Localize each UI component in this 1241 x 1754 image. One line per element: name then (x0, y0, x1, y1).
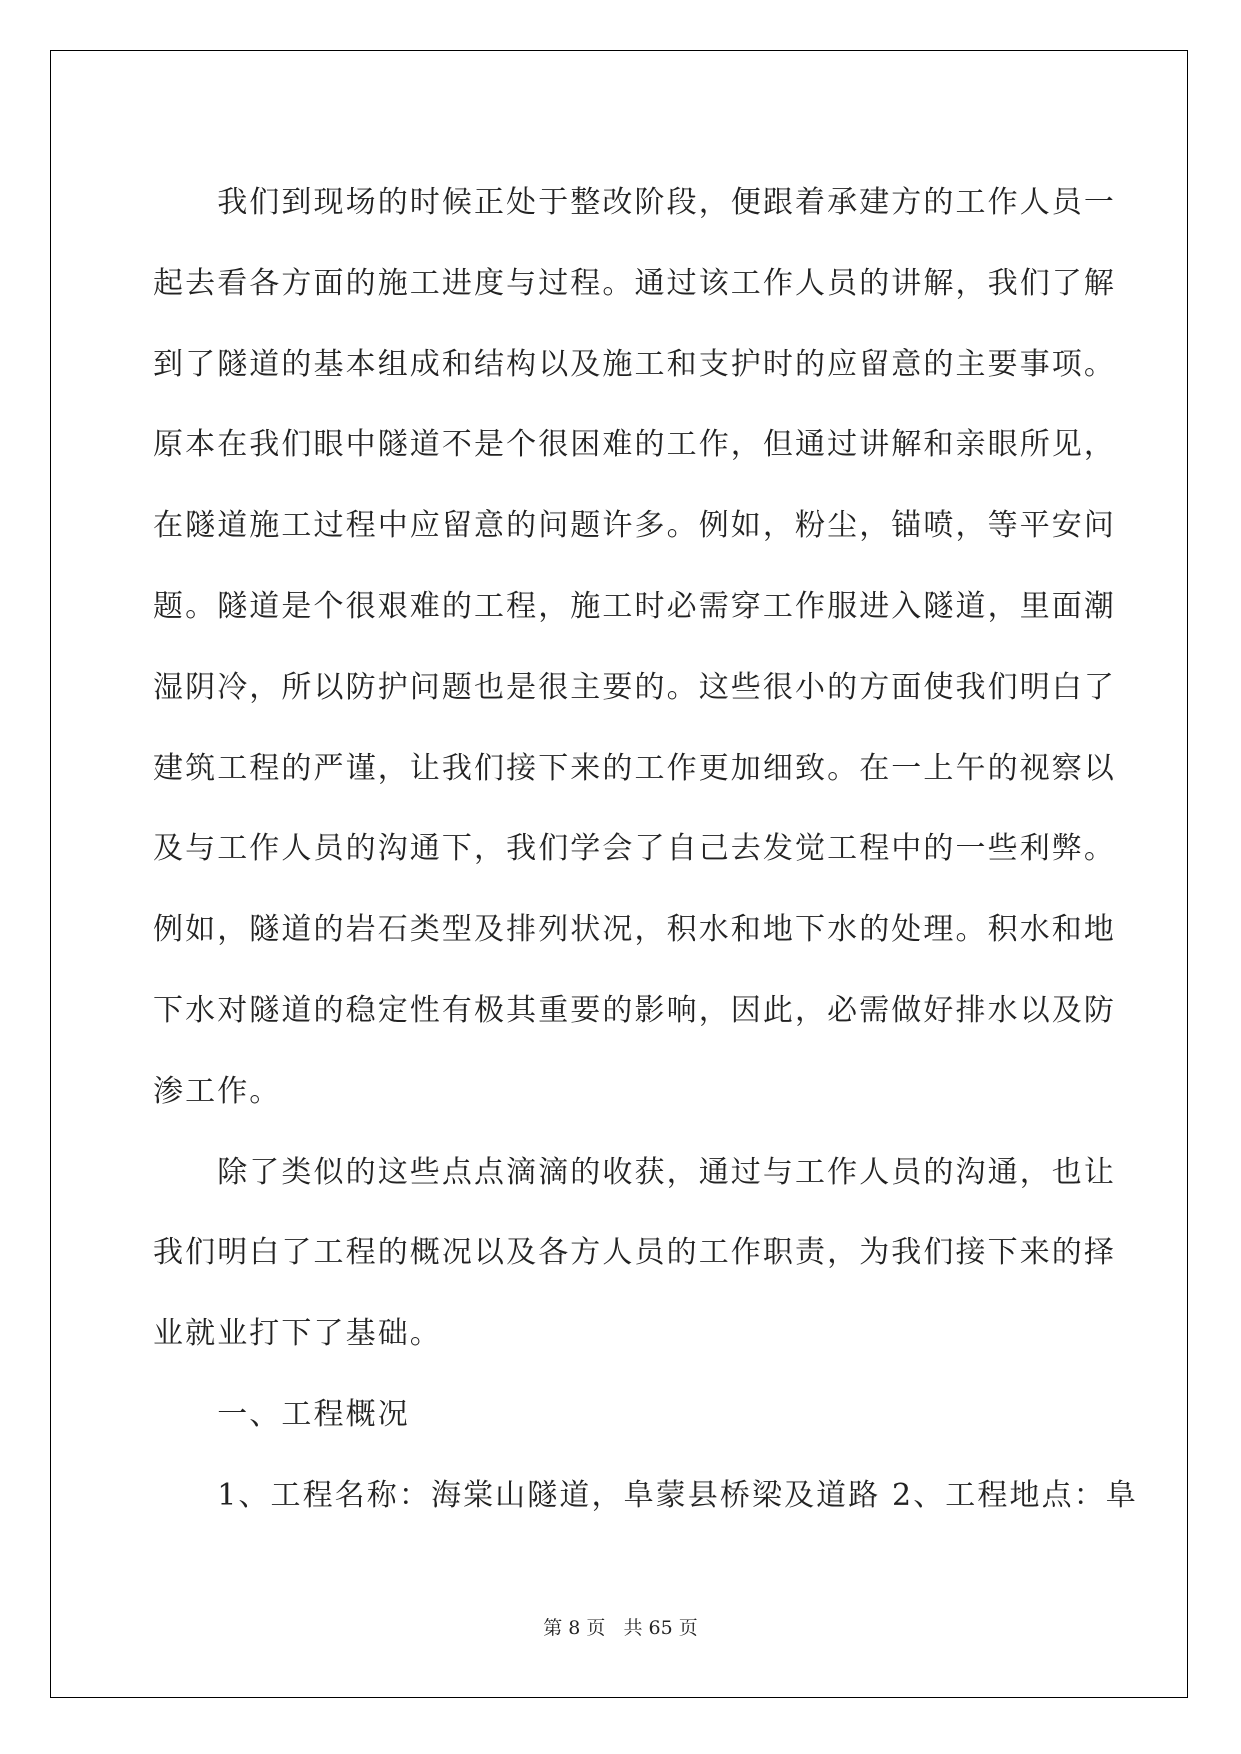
body-line: 例如，隧道的岩石类型及排列状况，积水和地下水的处理。积水和地 (153, 912, 1116, 948)
body-line: 原本在我们眼中隧道不是个很困难的工作，但通过讲解和亲眼所见， (153, 427, 1116, 463)
page-number-footer: 第 8 页 共 65 页 (543, 1617, 698, 1639)
body-line: 湿阴冷，所以防护问题也是很主要的。这些很小的方面使我们明白了 (153, 669, 1116, 705)
body-line: 及与工作人员的沟通下，我们学会了自己去发觉工程中的一些利弊。 (153, 831, 1116, 867)
body-line: 业就业打下了基础。 (153, 1316, 442, 1352)
body-line: 到了隧道的基本组成和结构以及施工和支护时的应留意的主要事项。 (153, 346, 1116, 382)
document-body (153, 163, 1138, 1537)
section-heading: 一、工程概况 (153, 1396, 410, 1432)
body-line: 我们到现场的时候正处于整改阶段，便跟着承建方的工作人员一 (153, 185, 1116, 220)
body-line: 在隧道施工过程中应留意的问题许多。例如，粉尘，锚喷，等平安问 (153, 508, 1116, 544)
body-line: 除了类似的这些点点滴滴的收获，通过与工作人员的沟通，也让 (153, 1154, 1116, 1190)
body-line: 我们明白了工程的概况以及各方人员的工作职责，为我们接下来的择 (153, 1235, 1116, 1271)
body-line: 起去看各方面的施工进度与过程。通过该工作人员的讲解，我们了解 (153, 265, 1116, 301)
body-line: 渗工作。 (153, 1073, 282, 1109)
body-line: 建筑工程的严谨，让我们接下来的工作更加细致。在一上午的视察以 (153, 750, 1116, 786)
body-line: 1、工程名称：海棠山隧道，阜蒙县桥梁及道路 2、工程地点：阜 (153, 1477, 1138, 1513)
body-line: 题。隧道是个很艰难的工程，施工时必需穿工作服进入隧道，里面潮 (153, 588, 1116, 624)
body-line: 下水对隧道的稳定性有极其重要的影响，因此，必需做好排水以及防 (153, 992, 1116, 1028)
